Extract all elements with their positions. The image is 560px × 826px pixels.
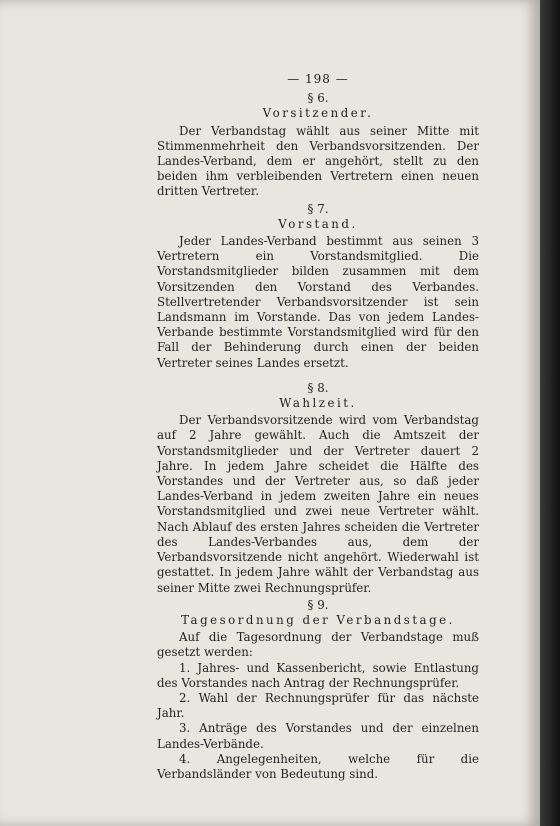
section-paragraph: Jeder Landes-Verband bestimmt aus seinen 3 Vertretern ein Vorstandsmitglied. Die Vorstandsmitglieder bilden zusammen mit dem Vorsitzenden den Vorstand des Verbandes. Stellvertretender Verbandsvorsitzender ist sein Landsmann im Vorstande. Das von jedem Landes-Verbande bestimmte Vorstandsmitglied wird für den Fall der Behinderung durch einen der beiden Vertreter seines Landes ersetzt. <box>157 234 479 370</box>
section-sign: § 8. <box>307 380 329 395</box>
page-number: — 198 — <box>287 72 349 86</box>
section-paragraph: Auf die Tagesordnung der Verbandstage muß gesetzt werden: <box>157 630 479 660</box>
section-paragraph: Der Verbandsvorsitzende wird vom Verbandstag auf 2 Jahre gewählt. Auch die Amtszeit der Vorstandsmitglieder und der Vertreter dauert 2 Jahre. In jedem Jahre scheidet die Hälfte des Vorstandes und der Vertreter aus, so daß jeder Landes-Verband in jedem zweiten Jahre ein neues Vorstandsmitglied und zwei neue Vertreter wählt. Nach Ablauf des ersten Jahres scheiden die Vertreter des Landes-Verbandes aus, dem der Verbandsvorsitzende nicht angehört. Wiederwahl ist gestattet. In jedem Jahre wählt der Verbandstag aus seiner Mitte zwei Rechnungsprüfer. <box>157 413 479 595</box>
book-spine-edge <box>540 0 560 826</box>
section-sign: § 7. <box>307 201 329 216</box>
section-paragraph: Der Verbandstag wählt aus seiner Mitte mit Stimmenmehrheit den Verbandsvorsitzenden. Der Landes-Verband, dem er angehört, stellt zu den beiden ihm verbleibenden Vertretern einen neuen dritten Vertreter. <box>157 123 479 199</box>
list-item: 1. Jahres- und Kassenbericht, sowie Entlastung des Vorstandes nach Antrag der Rechnungsprüfer. <box>157 660 479 690</box>
list-item: 3. Anträge des Vorstandes und der einzelnen Landes-Verbände. <box>157 721 479 751</box>
spacer <box>157 371 479 379</box>
section-sign: § 9. <box>307 597 329 612</box>
list-item: 2. Wahl der Rechnungsprüfer für das nächste Jahr. <box>157 690 479 721</box>
section-title: Tagesordnung der Verbandstage. <box>181 612 455 627</box>
section-sign: § 6. <box>307 91 329 106</box>
list-item: 4. Angelegenheiten, welche für die Verbandsländer von Bedeutung sind. <box>157 751 479 781</box>
section-title: Wahlzeit. <box>279 396 357 411</box>
section-title: Vorsitzender. <box>262 106 374 121</box>
page-text <box>157 72 479 782</box>
section-title: Vorstand. <box>278 216 358 231</box>
